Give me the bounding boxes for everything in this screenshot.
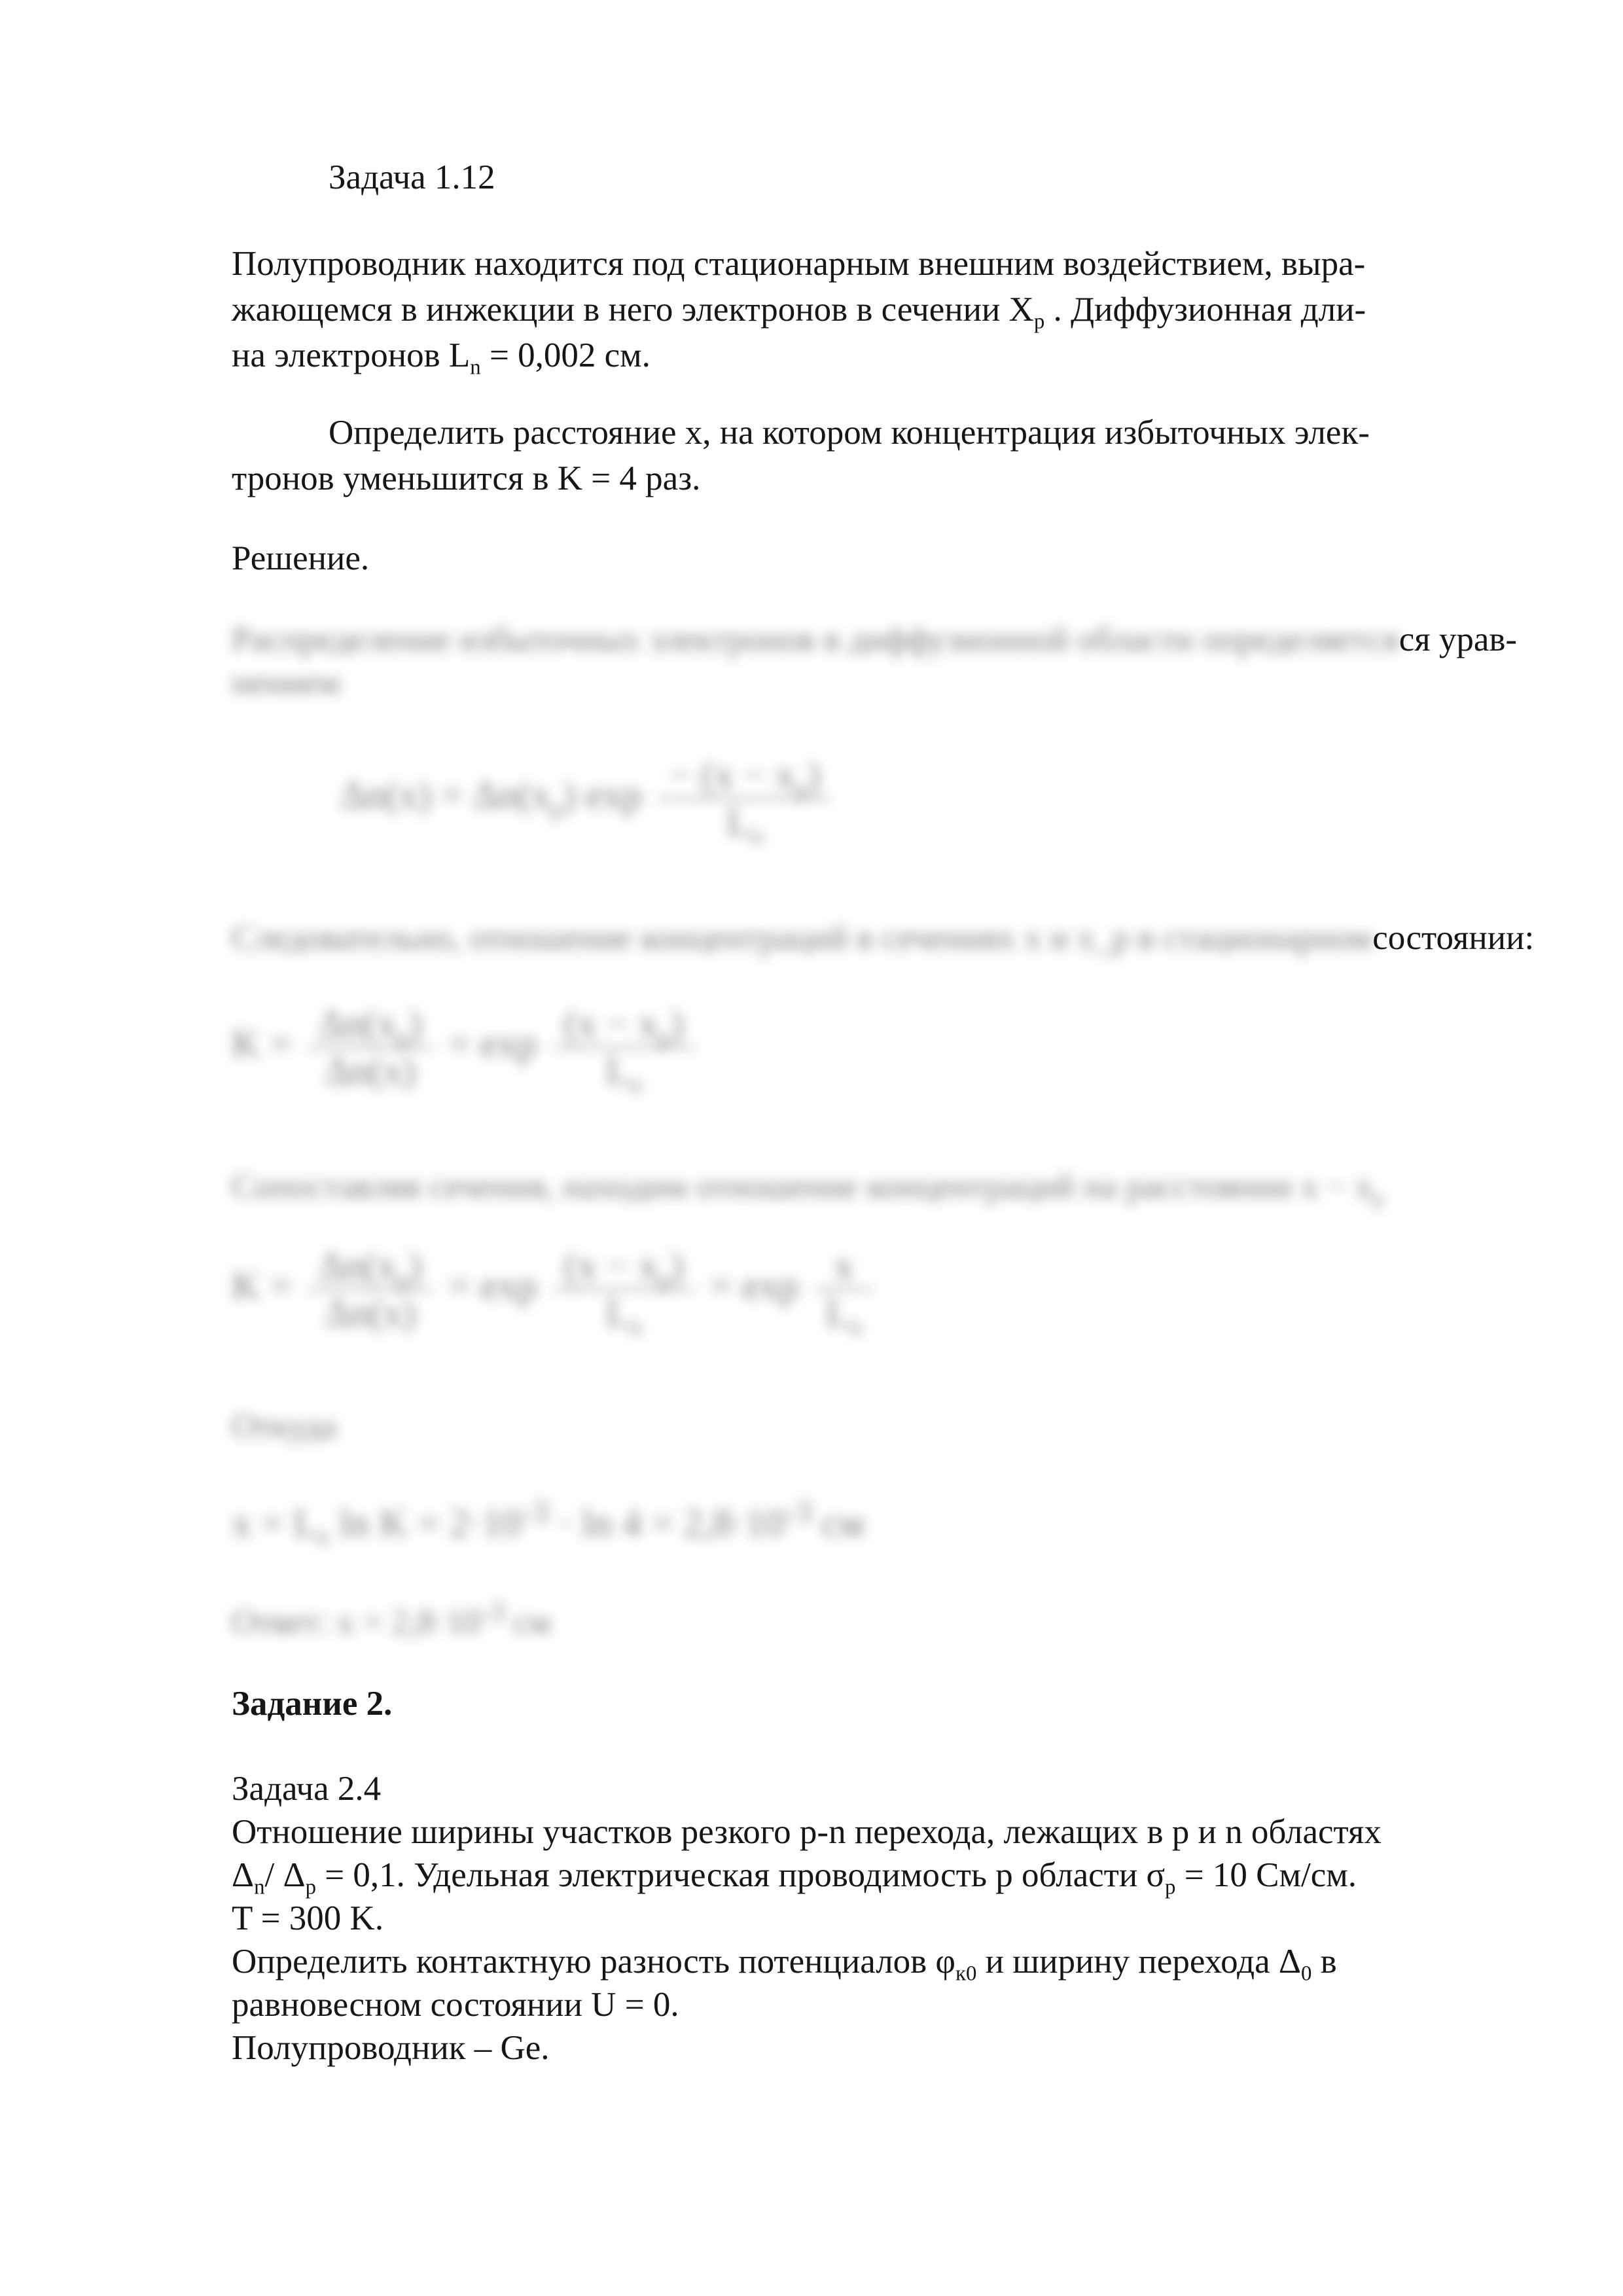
solution-line-2: нением: [232, 664, 340, 702]
task-2-line-1: Отношение ширины участков резкого p-n перехода, лежащих в p и n областях: [232, 1813, 1382, 1851]
task-1-statement-line-3: на электронов $L_n = 0,002$ см.: [232, 336, 651, 380]
task-2-line-6: Полупроводник – Ge.: [232, 2029, 550, 2067]
task-2-line-4: Определить контактную разность потенциалов $\varphi_{к0}$ и ширину перехода $\Delta_0$ в: [232, 1943, 1337, 1986]
task-2-title: Задача 2.4: [232, 1770, 382, 1808]
equation-3: K = $\frac{\Delta n(x_p)}{\Delta n(x)}$ = exp $\frac{(x - x_p)}{L_n}$ = exp $\frac{x}{L_n}$: [232, 1244, 879, 1336]
task-2-line-2: $\Delta_n/$ $\Delta_p = 0,1$. Удельная электрическая проводимость p области $\sigma_p = 10$ См/см.: [232, 1856, 1357, 1899]
task-2-heading: Задание 2.: [232, 1685, 393, 1723]
equation-1: $\Delta n(x) = \Delta n(x_p)$ exp $\frac{- (x - x_p)}{L_n}$: [340, 753, 837, 845]
solution-line-5: Откуда: [232, 1407, 337, 1445]
answer-line: Ответ: $x = 2,8\cdot 10^{-3}$ см: [232, 1596, 551, 1641]
equation-2: K = $\frac{\Delta n(x_p)}{\Delta n(x)}$ = exp $\frac{(x - x_p)}{L_n}$: [232, 1001, 700, 1094]
task-1-question-line-1: Определить расстояние x, на котором концентрация избыточных элек-: [329, 414, 1370, 452]
solution-line-4: Сопоставляя сечения, находим отношение концентраций на расстоянии $x - x_p$: [232, 1168, 1384, 1211]
task-1-statement-line-1: Полупроводник находится под стационарным внешним воздействием, выра-: [232, 245, 1366, 283]
task-1-statement-line-2: жающемся в инжекции в него электронов в сечении $X_p$ . Диффузионная дли-: [232, 291, 1366, 334]
solution-line-1: Распределение избыточных электронов в диффузионной области определяетсяся урав-: [232, 620, 1518, 658]
equation-4: $x = L_n$ $\ln K = 2\cdot 10^{-3} \cdot \ln 4 = 2,8\cdot 10^{-3}$ см: [232, 1493, 865, 1551]
task-2-line-5: равновесном состоянии U = 0.: [232, 1986, 679, 2024]
solution-line-3: Следовательно, отношение концентраций в сечениях x и x_p в стационарномсостоянии:: [232, 919, 1535, 957]
task-1-question-line-2: тронов уменьшится в K = 4 раз.: [232, 459, 701, 497]
task-2-line-3: T = 300 K.: [232, 1899, 384, 1937]
solution-label: Решение.: [232, 539, 370, 577]
task-1-title: Задача 1.12: [329, 158, 495, 196]
